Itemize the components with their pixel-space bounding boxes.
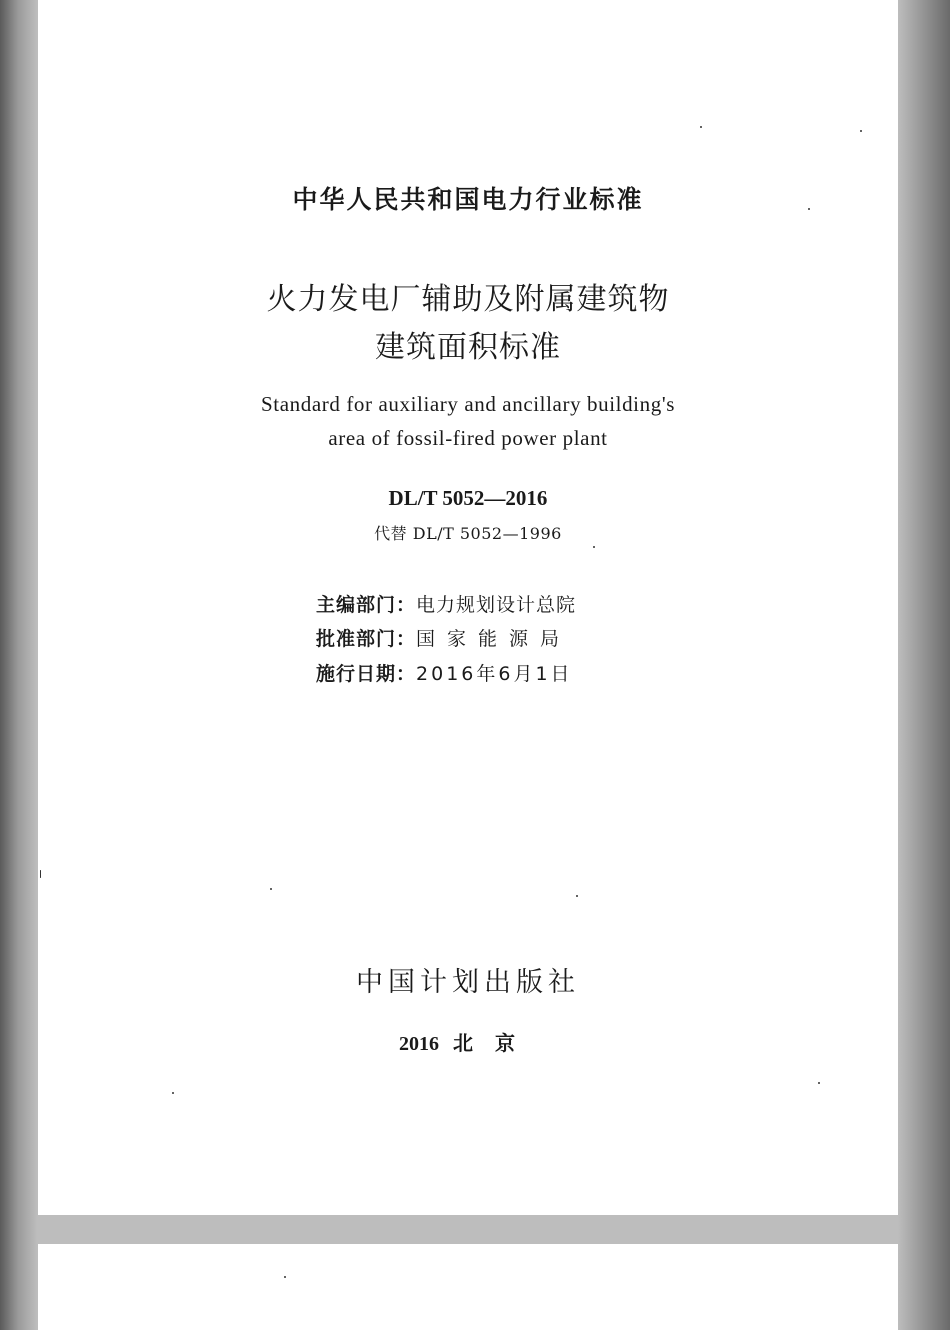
chinese-title-line-2: 建筑面积标准 (375, 330, 561, 365)
chinese-title-line-1: 火力发电厂辅助及附属建筑物 (266, 282, 670, 317)
scan-speck (284, 1276, 286, 1278)
effective-date-label: 施行日期： (316, 663, 417, 685)
issuing-organization: 中华人民共和国电力行业标准 (292, 185, 644, 214)
scan-speck (818, 1082, 820, 1084)
effective-date-value: 2016年6月1日 (416, 663, 573, 685)
publication-year: 2016 (399, 1033, 439, 1055)
publication-year-place (38, 1027, 898, 1056)
replaces-standard: 代替 DL/T 5052—1996 (374, 524, 562, 543)
effective-date-row (316, 659, 573, 686)
scan-speck (808, 208, 810, 210)
approval-department-row (316, 624, 571, 651)
scan-speck (270, 888, 272, 890)
english-title-line-1: Standard for auxiliary and ancillary building's (261, 392, 675, 416)
publisher: 中国计划出版社 (356, 967, 580, 998)
scan-speck (860, 130, 862, 132)
publication-city: 北京 (453, 1033, 537, 1055)
scan-speck (576, 895, 578, 897)
standard-code: DL/T 5052—2016 (388, 486, 548, 510)
editor-department-value: 电力规划设计总院 (416, 594, 577, 616)
document-page (38, 0, 898, 1215)
scan-speck (700, 126, 702, 128)
scan-speck (593, 546, 595, 548)
scan-speck (172, 1092, 174, 1094)
approval-department-value: 国家能源局 (416, 628, 572, 650)
english-title-line-2: area of fossil-fired power plant (328, 426, 608, 450)
editor-department-row (316, 590, 576, 617)
editor-department-label: 主编部门： (316, 594, 417, 616)
scan-speck (40, 870, 41, 878)
approval-department-label: 批准部门： (316, 628, 417, 650)
next-document-page (38, 1244, 898, 1330)
